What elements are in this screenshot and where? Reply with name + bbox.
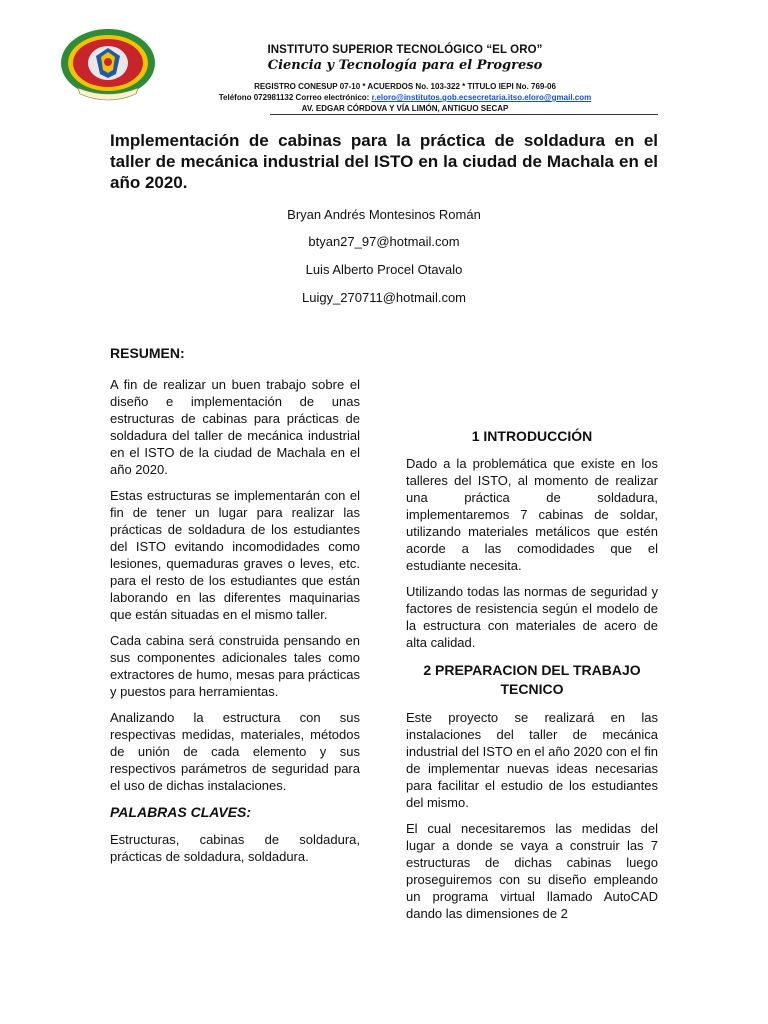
author-email-2: Luigy_270711@hotmail.com bbox=[302, 290, 466, 305]
contact-email-link[interactable]: r.eloro@institutos.gob.ecsecretaria.itso.eloro@gmail.com bbox=[371, 93, 592, 102]
introduction-paragraph: Utilizando todas las normas de seguridad y factores de resistencia según el modelo de la estructura con materiales de acero de alta calidad. bbox=[406, 584, 658, 650]
document-title: Implementación de cabinas para la práctica de soldadura en el taller de mecánica industrial del ISTO en la ciudad de Machala en el año 2020. bbox=[110, 131, 658, 192]
keywords-heading: PALABRAS CLAVES: bbox=[110, 804, 252, 820]
abstract-paragraph: Estas estructuras se implementarán con el fin de tener un lugar para realizar las prácticas de soldadura de los estudiantes del ISTO evitando incomodidades como lesiones, quemaduras graves o leves, etc. para el resto de los estudiantes que están laborando en las diferentes maquinarias que están situadas en el mismo taller. bbox=[110, 488, 360, 622]
keywords-text: Estructuras, cabinas de soldadura, prácticas de soldadura, soldadura. bbox=[110, 832, 360, 864]
institute-logo bbox=[58, 26, 158, 106]
institution-motto: Ciencia y Tecnología para el Progreso bbox=[267, 58, 543, 73]
author-email-1: btyan27_97@hotmail.com bbox=[308, 234, 460, 249]
abstract-paragraph: Cada cabina será construida pensando en sus componentes adicionales tales como extractores de humo, mesas para prácticas y puestos para herramientas. bbox=[110, 633, 360, 699]
abstract-paragraph: A fin de realizar un buen trabajo sobre el diseño e implementación de unas estructuras de cabinas para prácticas de soldadura del taller de mecánica industrial en el ISTO de la ciudad de Machala en el año 2020. bbox=[110, 377, 360, 477]
contact-info bbox=[170, 93, 640, 102]
left-column bbox=[110, 345, 360, 874]
author-name-2: Luis Alberto Procel Otavalo bbox=[305, 262, 463, 277]
registration-info: REGISTRO CONESUP 07-10 * ACUERDOS No. 103-322 * TITULO IEPI No. 769-06 bbox=[254, 82, 556, 91]
author-name-1: Bryan Andrés Montesinos Román bbox=[287, 207, 481, 222]
abstract-heading: RESUMEN: bbox=[110, 345, 185, 361]
address: AV. EDGAR CÓRDOVA Y VÍA LIMÓN, ANTIGUO SECAP bbox=[301, 104, 509, 113]
preparation-paragraph: Este proyecto se realizará en las instalaciones del taller de mecánica industrial del ISTO en el año 2020 con el fin de implementar nuevas ideas necesarias para facilitar el estudio de los estudiantes del mismo. bbox=[406, 710, 658, 810]
header-divider bbox=[270, 114, 658, 115]
contact-prefix: Teléfono 072981132 Correo electrónico: bbox=[218, 93, 370, 102]
right-column bbox=[406, 428, 658, 931]
preparation-paragraph: El cual necesitaremos las medidas del lugar a donde se vaya a construir las 7 estructuras de dichas cabinas luego proseguiremos con su diseño empleando un programa virtual llamado AutoCAD dando las dimensiones de 2 bbox=[406, 821, 658, 921]
introduction-heading: 1 INTRODUCCIÓN bbox=[471, 428, 593, 444]
institution-name: INSTITUTO SUPERIOR TECNOLÓGICO “EL ORO” bbox=[267, 44, 543, 56]
introduction-paragraph: Dado a la problemática que existe en los talleres del ISTO, al momento de realizar una práctica de soldadura, implementaremos 7 cabinas de soldar, utilizando materiales metálicos que estén acorde a las comodidades que el estudiante necesita. bbox=[406, 456, 658, 573]
abstract-paragraph: Analizando la estructura con sus respectivas medidas, materiales, métodos de unión de cada elemento y sus respectivos parámetros de seguridad para el uso de dichas instalaciones. bbox=[110, 710, 360, 793]
preparation-heading: 2 PREPARACION DEL TRABAJO TECNICO bbox=[423, 662, 641, 697]
